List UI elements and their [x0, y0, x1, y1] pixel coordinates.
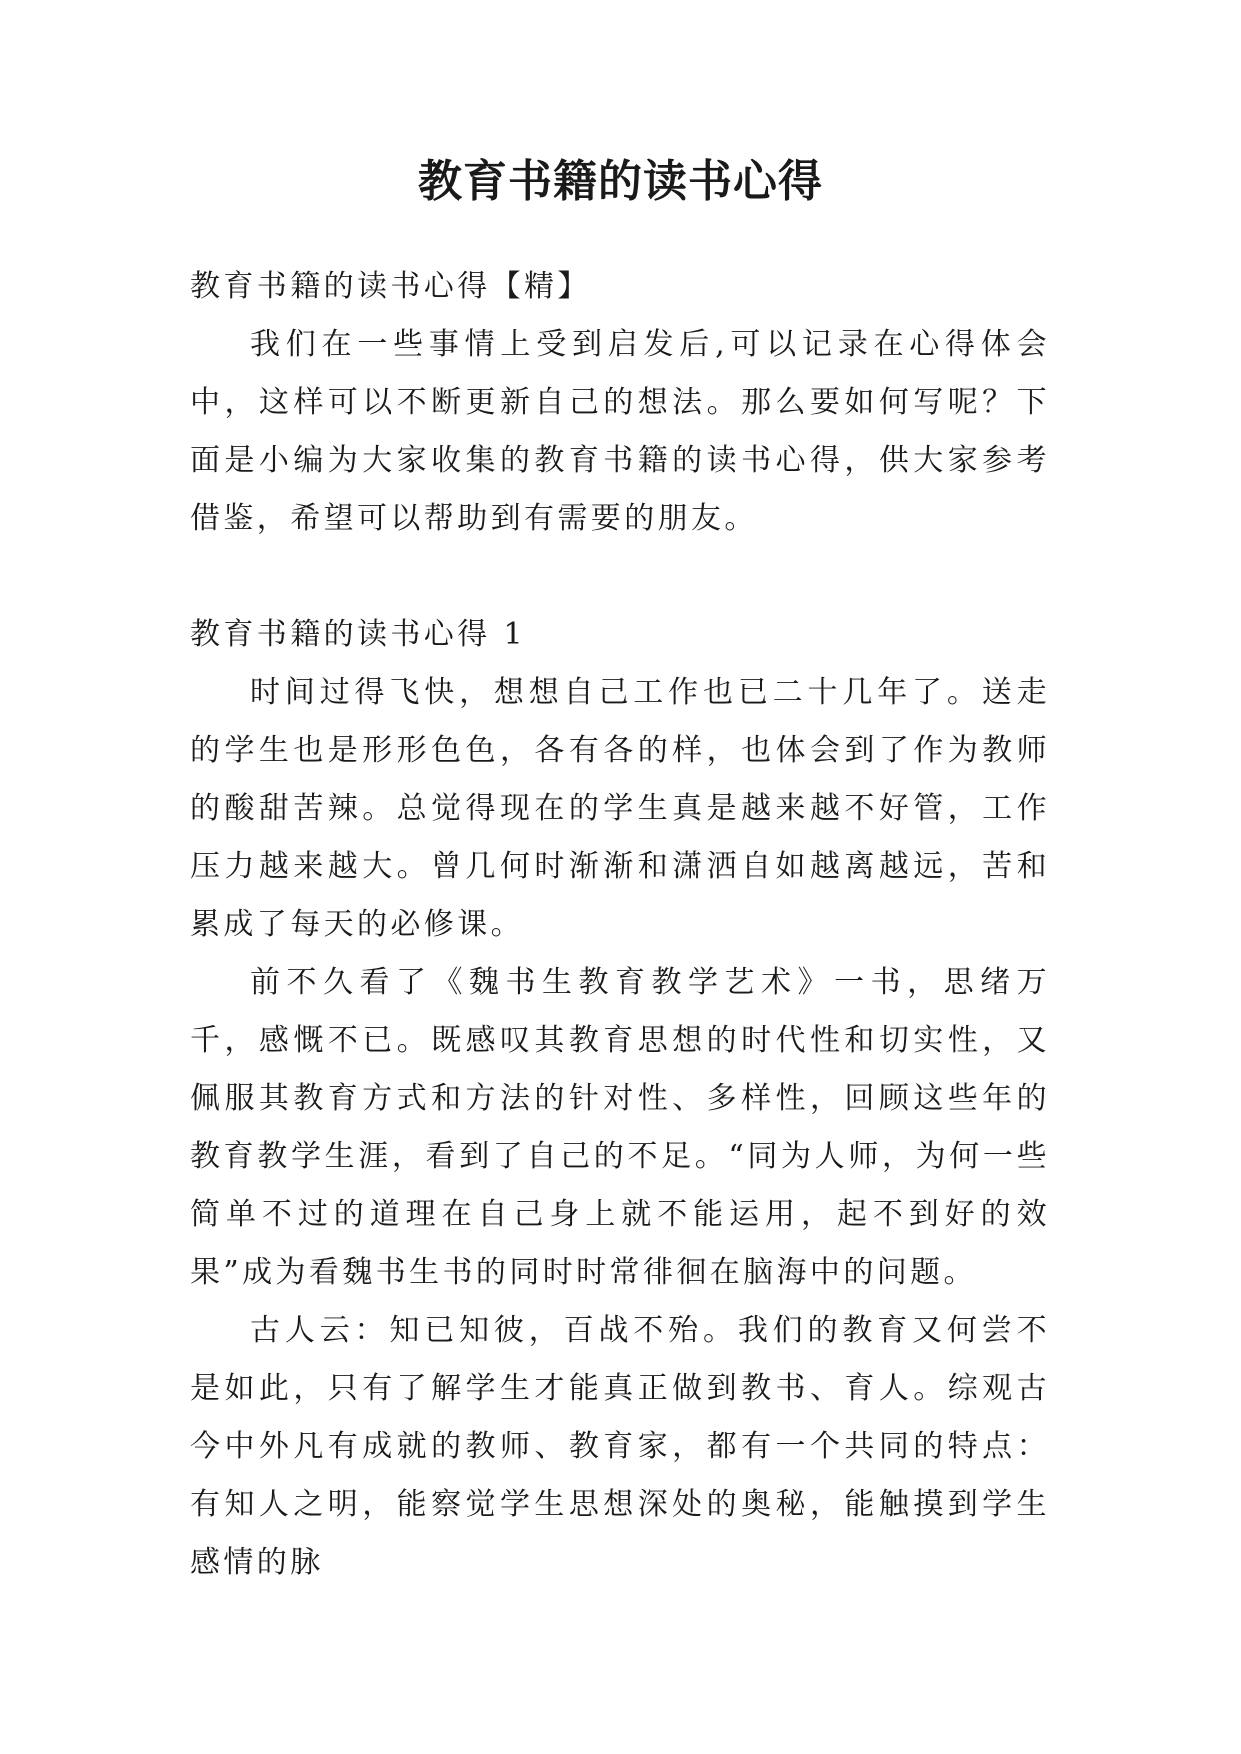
body-paragraph-3: 古人云：知已知彼，百战不殆。我们的教育又何尝不是如此，只有了解学生才能真正做到教书、育人。综观古今中外凡有成就的教师、教育家，都有一个共同的特点：有知人之明，能察觉学生思想深处的奥秘，能触摸到学生感情的脉	[190, 1313, 1050, 1580]
body-paragraph-1: 时间过得飞快，想想自己工作也已二十几年了。送走的学生也是形形色色，各有各的样，也体会到了作为教师的酸甜苦辣。总觉得现在的学生真是越来越不好管，工作压力越来越大。曾几何时渐渐和潇洒自如越离越远，苦和累成了每天的必修课。	[190, 675, 1050, 942]
body-paragraph-2: 前不久看了《魏书生教育教学艺术》一书，思绪万千，感慨不已。既感叹其教育思想的时代性和切实性，又佩服其教育方式和方法的针对性、多样性，回顾这些年的教育教学生涯，看到了自己的不足。“同为人师，为何一些简单不过的道理在自己身上就不能运用，起不到好的效果”成为看魏书生书的同时时常徘徊在脑海中的问题。	[190, 965, 1050, 1290]
intro-paragraph: 我们在一些事情上受到启发后,可以记录在心得体会中，这样可以不断更新自己的想法。那么要如何写呢？下面是小编为大家收集的教育书籍的读书心得，供大家参考借鉴，希望可以帮助到有需要的朋友。	[190, 327, 1050, 536]
document-subtitle: 教育书籍的读书心得【精】	[190, 269, 591, 304]
paragraph-gap	[190, 548, 1050, 606]
document-title: 教育书籍的读书心得	[418, 156, 823, 207]
document-body	[190, 258, 1050, 1592]
section-heading: 教育书籍的读书心得 1	[190, 617, 527, 652]
